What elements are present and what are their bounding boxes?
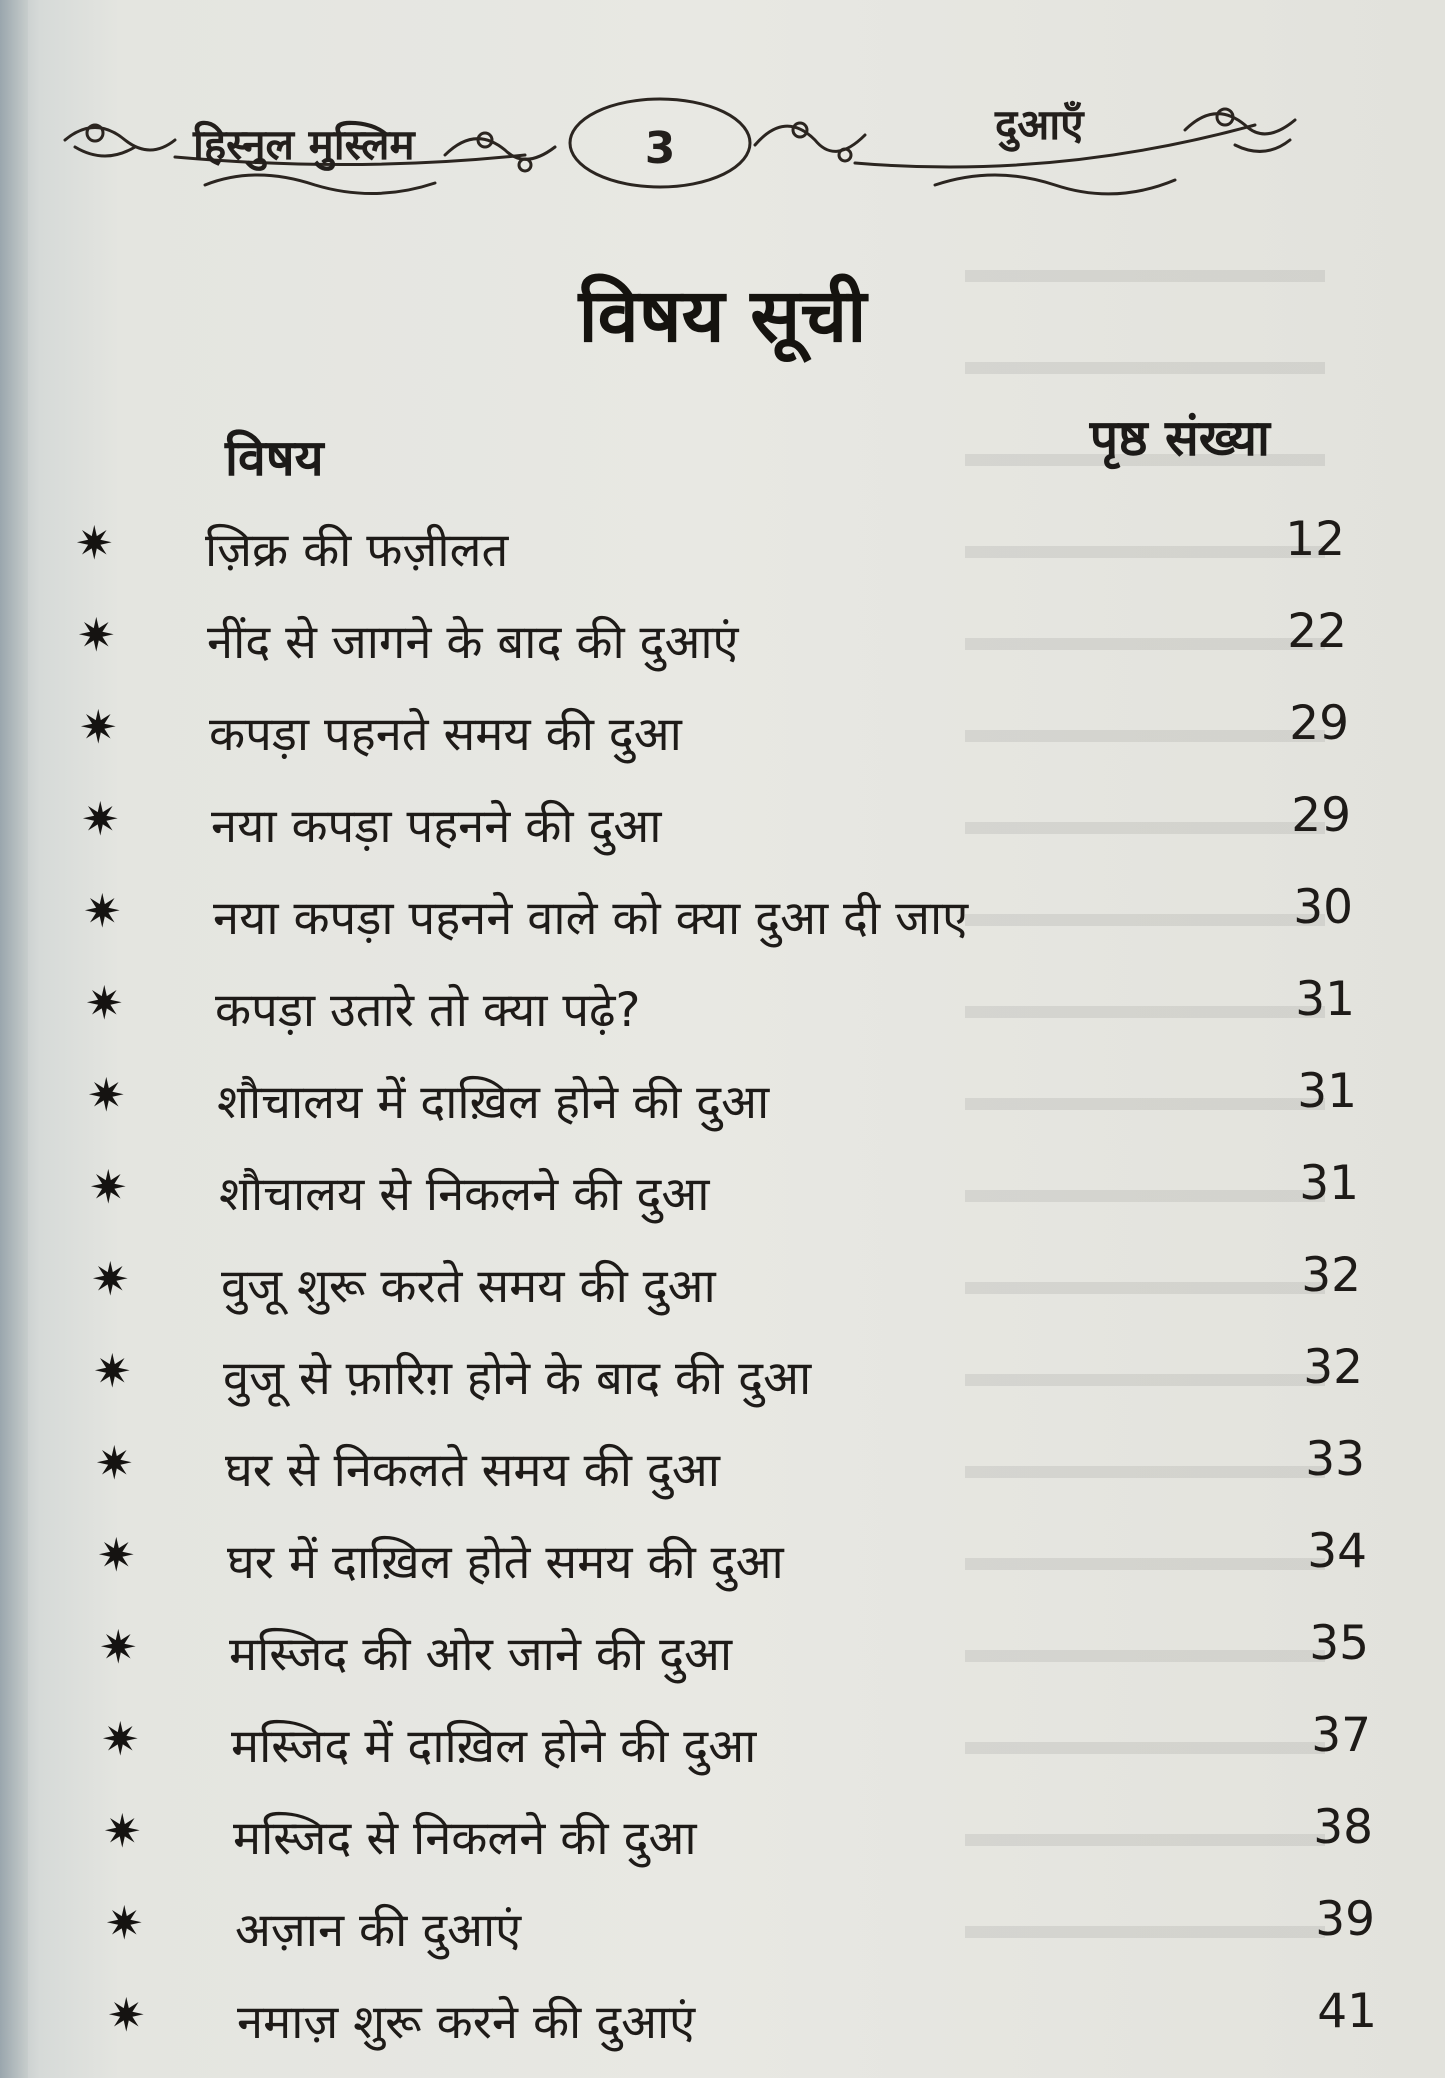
toc-entry-topic: कपड़ा पहनते समय की दुआ (209, 707, 682, 762)
toc-entry (103, 1800, 1403, 1870)
bullet-star-icon: ✷ (79, 700, 118, 754)
toc-entry-page: 29 (1289, 696, 1349, 751)
toc-entry-page: 30 (1293, 880, 1353, 935)
column-header-topic: विषय (225, 429, 324, 487)
toc-entry-page: 35 (1309, 1616, 1369, 1671)
toc-entry-topic: मस्जिद की ओर जाने की दुआ (229, 1627, 733, 1682)
toc-entry (105, 1892, 1405, 1962)
toc-entry-page: 31 (1295, 972, 1355, 1027)
toc-entry-topic: नया कपड़ा पहनने वाले को क्या दुआ दी जाए (213, 891, 969, 946)
toc-entry-topic: मस्जिद से निकलने की दुआ (233, 1811, 697, 1866)
toc-entry-topic: नया कपड़ा पहनने की दुआ (211, 799, 662, 854)
toc-entry-page: 29 (1291, 788, 1351, 843)
bullet-star-icon: ✷ (77, 608, 116, 662)
toc-entry (85, 972, 1385, 1042)
toc-entry-page: 32 (1303, 1340, 1363, 1395)
toc-entry-page: 31 (1299, 1156, 1359, 1211)
toc-entry-page: 33 (1305, 1432, 1365, 1487)
bullet-star-icon: ✷ (89, 1160, 128, 1214)
bullet-star-icon: ✷ (93, 1344, 132, 1398)
column-header-page: पृष्ठ संख्या (1089, 409, 1270, 467)
bullet-star-icon: ✷ (97, 1528, 136, 1582)
toc-entry (89, 1156, 1389, 1226)
toc-entry-topic: वुजू से फ़ारिग़ होने के बाद की दुआ (223, 1351, 812, 1406)
toc-entry-page: 38 (1313, 1800, 1373, 1855)
toc-entry (101, 1708, 1401, 1778)
bullet-star-icon: ✷ (95, 1436, 134, 1490)
toc-entry-topic: कपड़ा उतारे तो क्या पढ़े? (215, 983, 641, 1038)
toc-entry (91, 1248, 1391, 1318)
bullet-star-icon: ✷ (107, 1988, 146, 2042)
toc-entry (95, 1432, 1395, 1502)
bullet-star-icon: ✷ (105, 1896, 144, 1950)
toc-entry (97, 1524, 1397, 1594)
chapter-title: दुआएँ (995, 100, 1084, 149)
bullet-star-icon: ✷ (87, 1068, 126, 1122)
bullet-star-icon: ✷ (85, 976, 124, 1030)
toc-entry-topic: ज़िक्र की फज़ीलत (205, 523, 509, 578)
toc-entry (77, 604, 1377, 674)
bullet-star-icon: ✷ (91, 1252, 130, 1306)
bullet-star-icon: ✷ (101, 1712, 140, 1766)
page-number: 3 (644, 122, 676, 174)
toc-entry-page: 34 (1307, 1524, 1367, 1579)
toc-entry-page: 41 (1317, 1984, 1377, 2039)
toc-entry-topic: शौचालय में दाख़िल होने की दुआ (217, 1075, 770, 1130)
toc-entry-topic: घर में दाख़िल होते समय की दुआ (227, 1535, 784, 1590)
bullet-star-icon: ✷ (99, 1620, 138, 1674)
page-title: विषय सूची (578, 273, 867, 359)
bullet-star-icon: ✷ (75, 516, 114, 570)
toc-entry (75, 512, 1375, 582)
toc-entry-page: 37 (1311, 1708, 1371, 1763)
toc-entry-page: 12 (1285, 512, 1345, 567)
toc-entry-topic: नमाज़ शुरू करने की दुआएं (237, 1995, 696, 2050)
toc-entry-page: 22 (1287, 604, 1347, 659)
toc-entry (83, 880, 1383, 950)
toc-entry-topic: वुजू शुरू करते समय की दुआ (221, 1259, 716, 1314)
book-title: हिस्नुल मुस्लिम (193, 120, 415, 169)
toc-entry (79, 696, 1379, 766)
toc-entry-topic: अज़ान की दुआएं (235, 1903, 522, 1958)
toc-entry (99, 1616, 1399, 1686)
toc-entry-topic: शौचालय से निकलने की दुआ (219, 1167, 710, 1222)
toc-entry (87, 1064, 1387, 1134)
toc-entry-page: 31 (1297, 1064, 1357, 1119)
toc-entry-page: 32 (1301, 1248, 1361, 1303)
toc-entry-topic: मस्जिद में दाख़िल होने की दुआ (231, 1719, 757, 1774)
toc-entry-page: 39 (1315, 1892, 1375, 1947)
toc-entry (107, 1984, 1407, 2054)
toc-entry (81, 788, 1381, 858)
toc-entry (93, 1340, 1393, 1410)
toc-entry-topic: नींद से जागने के बाद की दुआएं (207, 615, 739, 670)
bullet-star-icon: ✷ (81, 792, 120, 846)
bullet-star-icon: ✷ (83, 884, 122, 938)
bullet-star-icon: ✷ (103, 1804, 142, 1858)
toc-entry-topic: घर से निकलते समय की दुआ (225, 1443, 720, 1498)
